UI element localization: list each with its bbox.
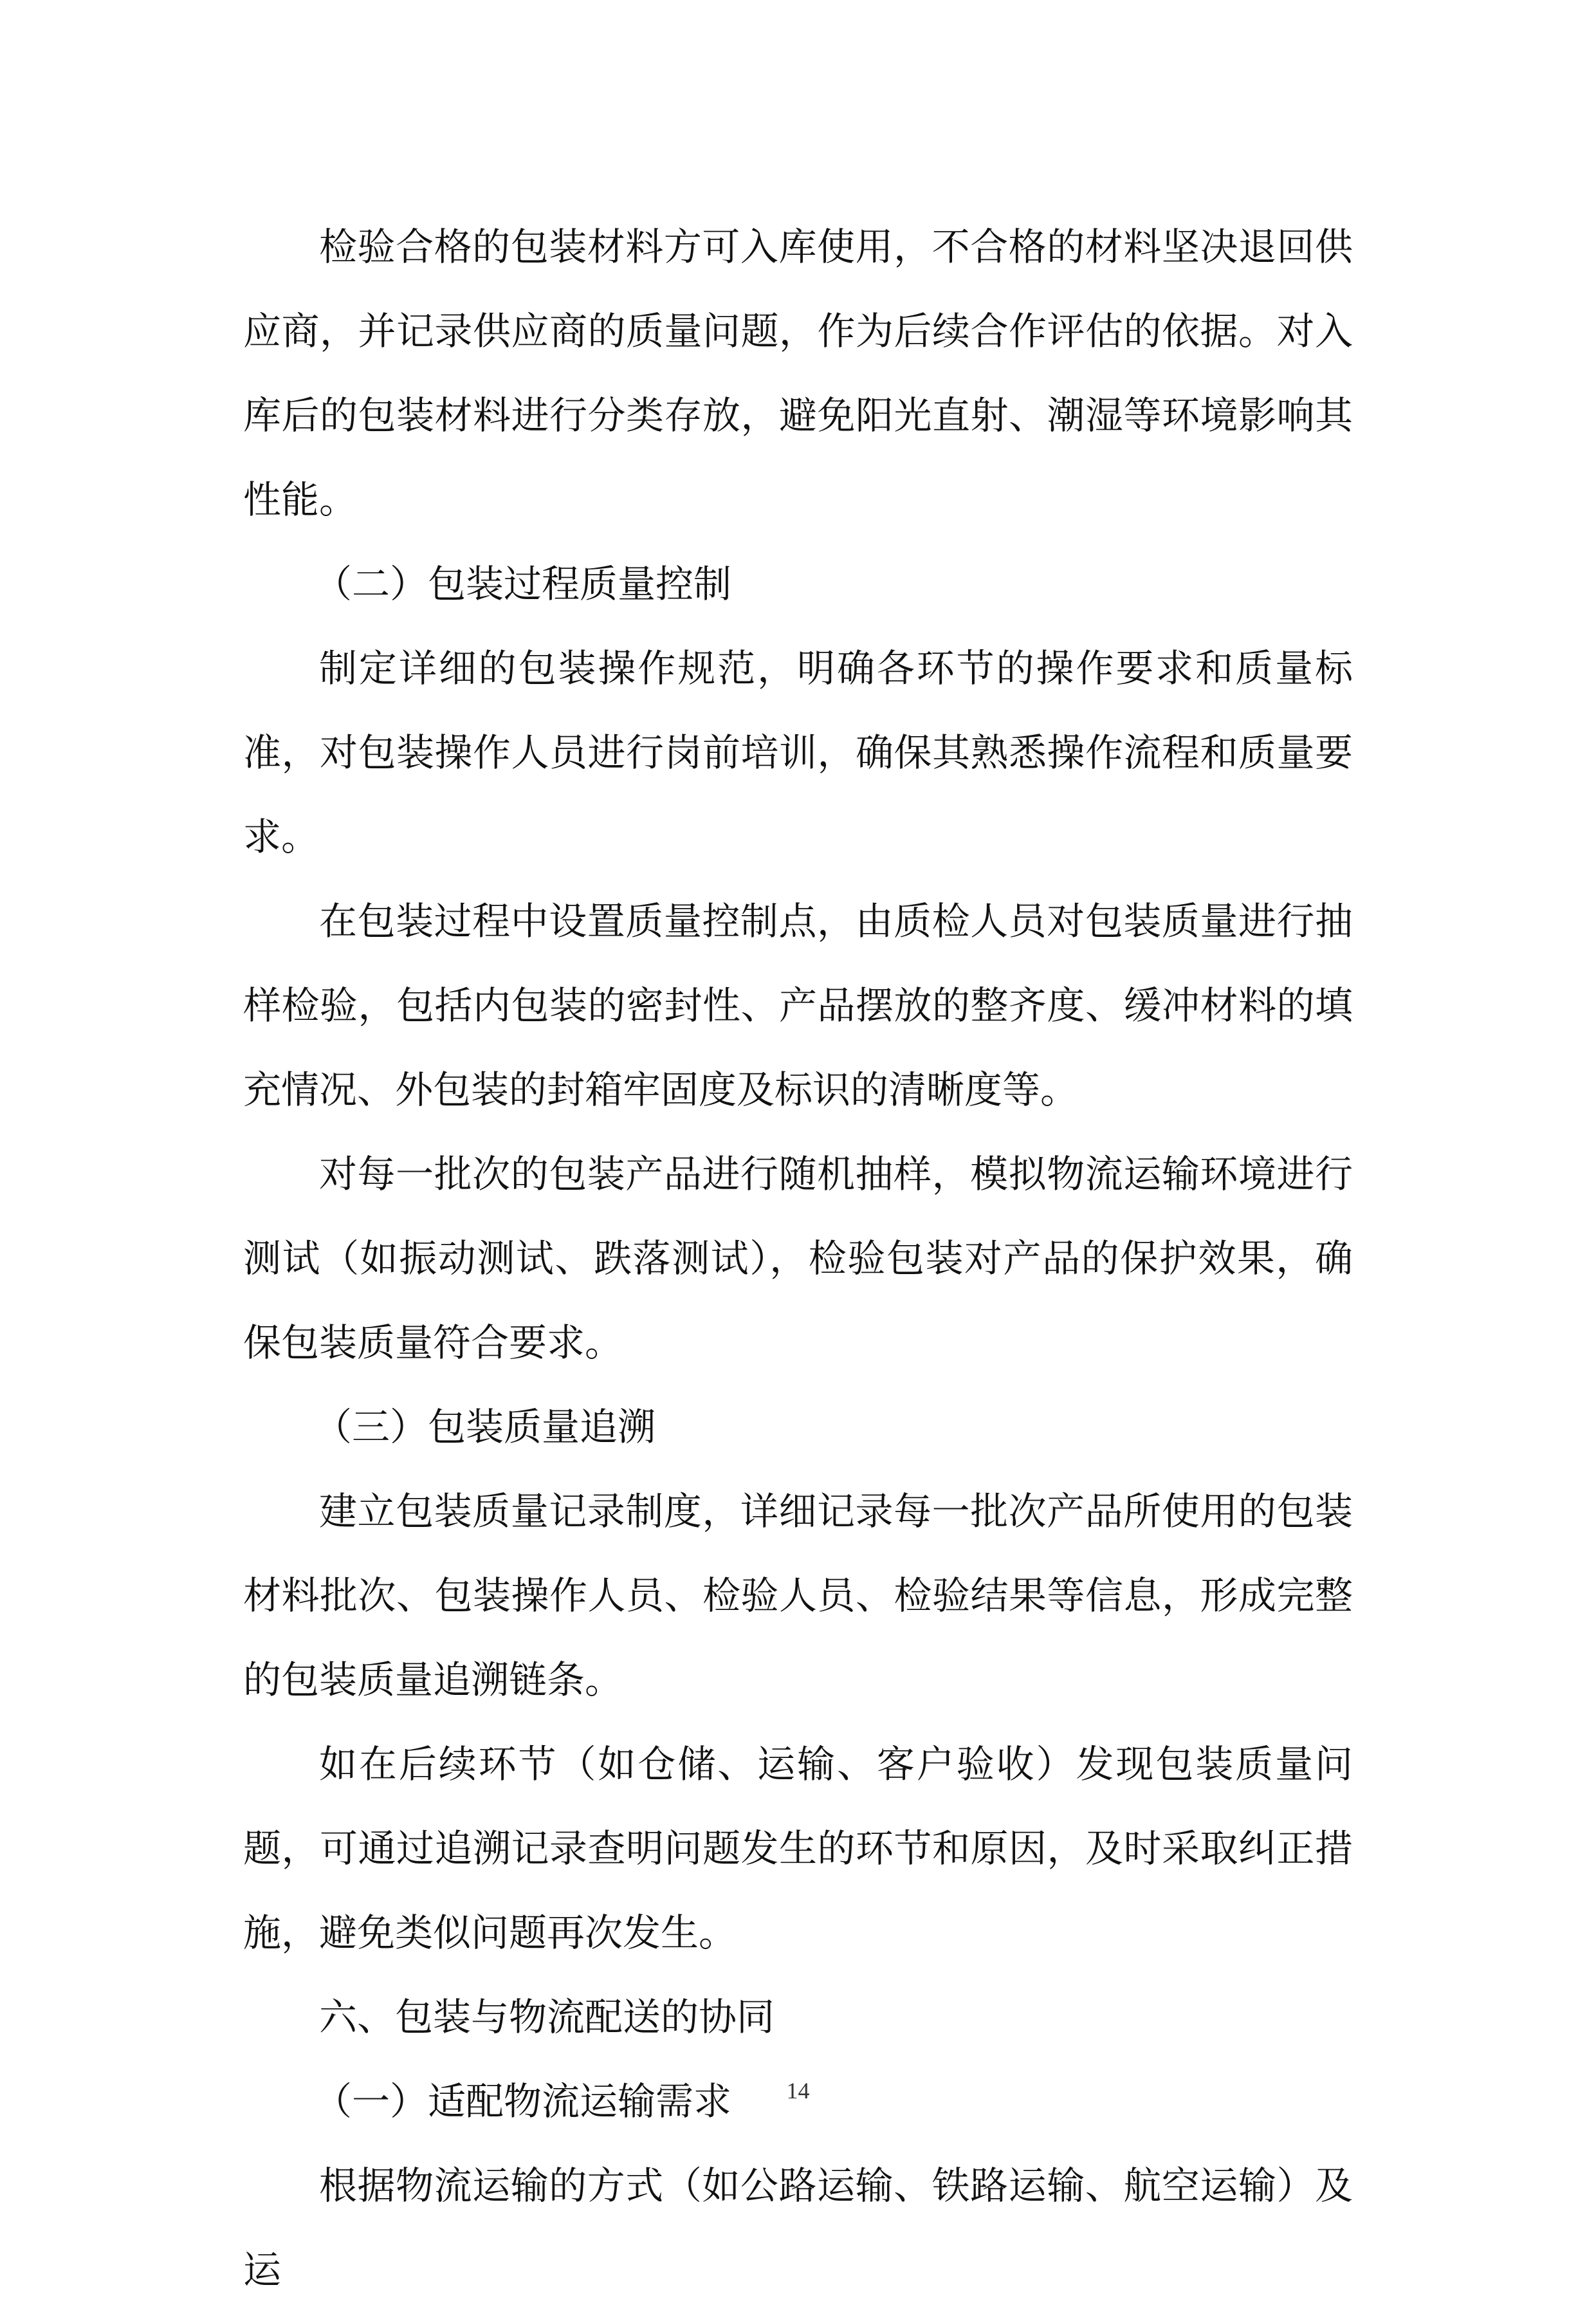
subheading-quality-traceability: （三）包装质量追溯 bbox=[314, 1405, 656, 1449]
paragraph-sampling-tests: 对每一批次的包装产品进行随机抽样，模拟物流运输环境进行测试（如振动测试、跌落测试），检验包装对产品的保护效果，确保包装质量符合要求。 bbox=[243, 1152, 1353, 1365]
section-heading-logistics: 六、包装与物流配送的协同 bbox=[319, 1995, 775, 2039]
paragraph-operation-standards: 制定详细的包装操作规范，明确各环节的操作要求和质量标准，对包装操作人员进行岗前培训，确保其熟悉操作流程和质量要求。 bbox=[243, 646, 1353, 859]
paragraph-control-points: 在包装过程中设置质量控制点，由质检人员对包装质量进行抽样检验，包括内包装的密封性、产品摆放的整齐度、缓冲材料的填充情况、外包装的封箱牢固度及标识的清晰度等。 bbox=[243, 899, 1353, 1112]
paragraph-material-acceptance: 检验合格的包装材料方可入库使用，不合格的材料坚决退回供应商，并记录供应商的质量问题，作为后续合作评估的依据。对入库后的包装材料进行分类存放，避免阳光直射、潮湿等环境影响其性能。 bbox=[243, 225, 1353, 522]
subheading-process-control: （二）包装过程质量控制 bbox=[314, 562, 732, 606]
subheading-transport-needs: （一）适配物流运输需求 bbox=[314, 2079, 732, 2123]
paragraph-quality-records: 建立包装质量记录制度，详细记录每一批次产品所使用的包装材料批次、包装操作人员、检验人员、检验结果等信息，形成完整的包装质量追溯链条。 bbox=[243, 1489, 1353, 1702]
paragraph-transport-methods: 根据物流运输的方式（如公路运输、铁路运输、航空运输）及运 bbox=[243, 2163, 1353, 2292]
paragraph-corrective-actions: 如在后续环节（如仓储、运输、客户验收）发现包装质量问题，可通过追溯记录查明问题发生的环节和原因，及时采取纠正措施，避免类似问题再次发生。 bbox=[243, 1742, 1353, 1955]
document-body bbox=[243, 205, 1353, 2312]
page-number: 14 bbox=[786, 2078, 810, 2104]
